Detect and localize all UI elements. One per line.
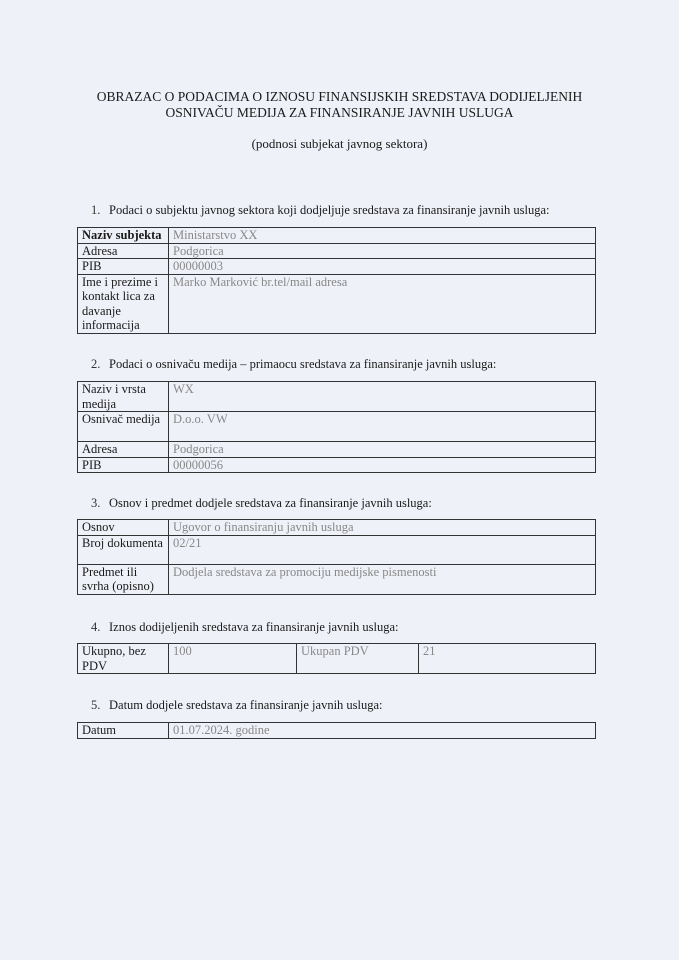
table-row xyxy=(78,723,596,739)
title-line-1: OBRAZAC O PODACIMA O IZNOSU FINANSIJSKIH SREDSTAVA DODIJELJENIH xyxy=(96,89,583,104)
row-value: Marko Marković br.tel/mail adresa xyxy=(169,274,596,333)
section-3-heading xyxy=(91,496,432,511)
row-label: PIB xyxy=(78,259,169,275)
section-number: 5. xyxy=(91,698,101,712)
section-heading-text: Osnov i predmet dodjele sredstava za finansiranje javnih usluga: xyxy=(109,496,432,510)
row-value: Dodjela sredstava za promociju medijske pismenosti xyxy=(169,564,596,594)
document-subtitle: (podnosi subjekat javnog sektora) xyxy=(251,136,428,151)
section-4-heading xyxy=(91,620,399,635)
table-row xyxy=(78,564,596,594)
amount-without-vat: 100 xyxy=(169,644,297,674)
section-5-heading xyxy=(91,698,383,713)
section-1-heading xyxy=(91,203,550,218)
section-heading-text: Podaci o subjektu javnog sektora koji dodjeljuje sredstava za finansiranje javnih usluga: xyxy=(109,203,550,217)
section-heading-text: Datum dodjele sredstava za finansiranje javnih usluga: xyxy=(109,698,383,712)
section-heading-text: Iznos dodijeljenih sredstava za finansiranje javnih usluga: xyxy=(109,620,399,634)
section-2-heading xyxy=(91,357,496,372)
subject-table xyxy=(77,227,596,334)
row-value: WX xyxy=(169,382,596,412)
row-label: Osnivač medija xyxy=(78,412,169,442)
table-row xyxy=(78,243,596,259)
section-number: 2. xyxy=(91,357,101,371)
basis-table xyxy=(77,519,596,595)
table-row xyxy=(78,228,596,244)
row-label: Naziv i vrsta medija xyxy=(78,382,169,412)
row-label: Naziv subjekta xyxy=(78,228,169,244)
row-label: Ime i prezime i kontakt lica za davanje informacija xyxy=(78,274,169,333)
row-value: D.o.o. VW xyxy=(169,412,596,442)
table-row xyxy=(78,412,596,442)
row-value: 00000056 xyxy=(169,457,596,473)
row-label: Adresa xyxy=(78,442,169,458)
row-label: Datum xyxy=(78,723,169,739)
row-value: Podgorica xyxy=(169,243,596,259)
row-label: Ukupno, bez PDV xyxy=(78,644,169,674)
section-heading-text: Podaci o osnivaču medija – primaocu sredstava za finansiranje javnih usluga: xyxy=(109,357,497,371)
date-table xyxy=(77,722,596,739)
table-row xyxy=(78,457,596,473)
table-row xyxy=(78,274,596,333)
amount-table xyxy=(77,643,596,674)
table-row xyxy=(78,382,596,412)
vat-value: 21 xyxy=(419,644,596,674)
row-label: Osnov xyxy=(78,520,169,536)
row-value: Ugovor o finansiranju javnih usluga xyxy=(169,520,596,536)
row-label: PIB xyxy=(78,457,169,473)
row-value: Podgorica xyxy=(169,442,596,458)
table-row xyxy=(78,644,596,674)
document-title xyxy=(0,89,679,121)
row-label: Adresa xyxy=(78,243,169,259)
date-value: 01.07.2024. godine xyxy=(169,723,596,739)
row-value: Ministarstvo XX xyxy=(169,228,596,244)
row-value: 02/21 xyxy=(169,535,596,564)
row-label: Predmet ili svrha (opisno) xyxy=(78,564,169,594)
vat-label: Ukupan PDV xyxy=(297,644,419,674)
table-row xyxy=(78,520,596,536)
table-row xyxy=(78,259,596,275)
section-number: 1. xyxy=(91,203,101,217)
section-number: 4. xyxy=(91,620,101,634)
media-founder-table xyxy=(77,381,596,473)
title-line-2: OSNIVAČU MEDIJA ZA FINANSIRANJE JAVNIH USLUGA xyxy=(165,105,514,120)
row-label: Broj dokumenta xyxy=(78,535,169,564)
table-row xyxy=(78,535,596,564)
row-value: 00000003 xyxy=(169,259,596,275)
table-row xyxy=(78,442,596,458)
section-number: 3. xyxy=(91,496,101,510)
